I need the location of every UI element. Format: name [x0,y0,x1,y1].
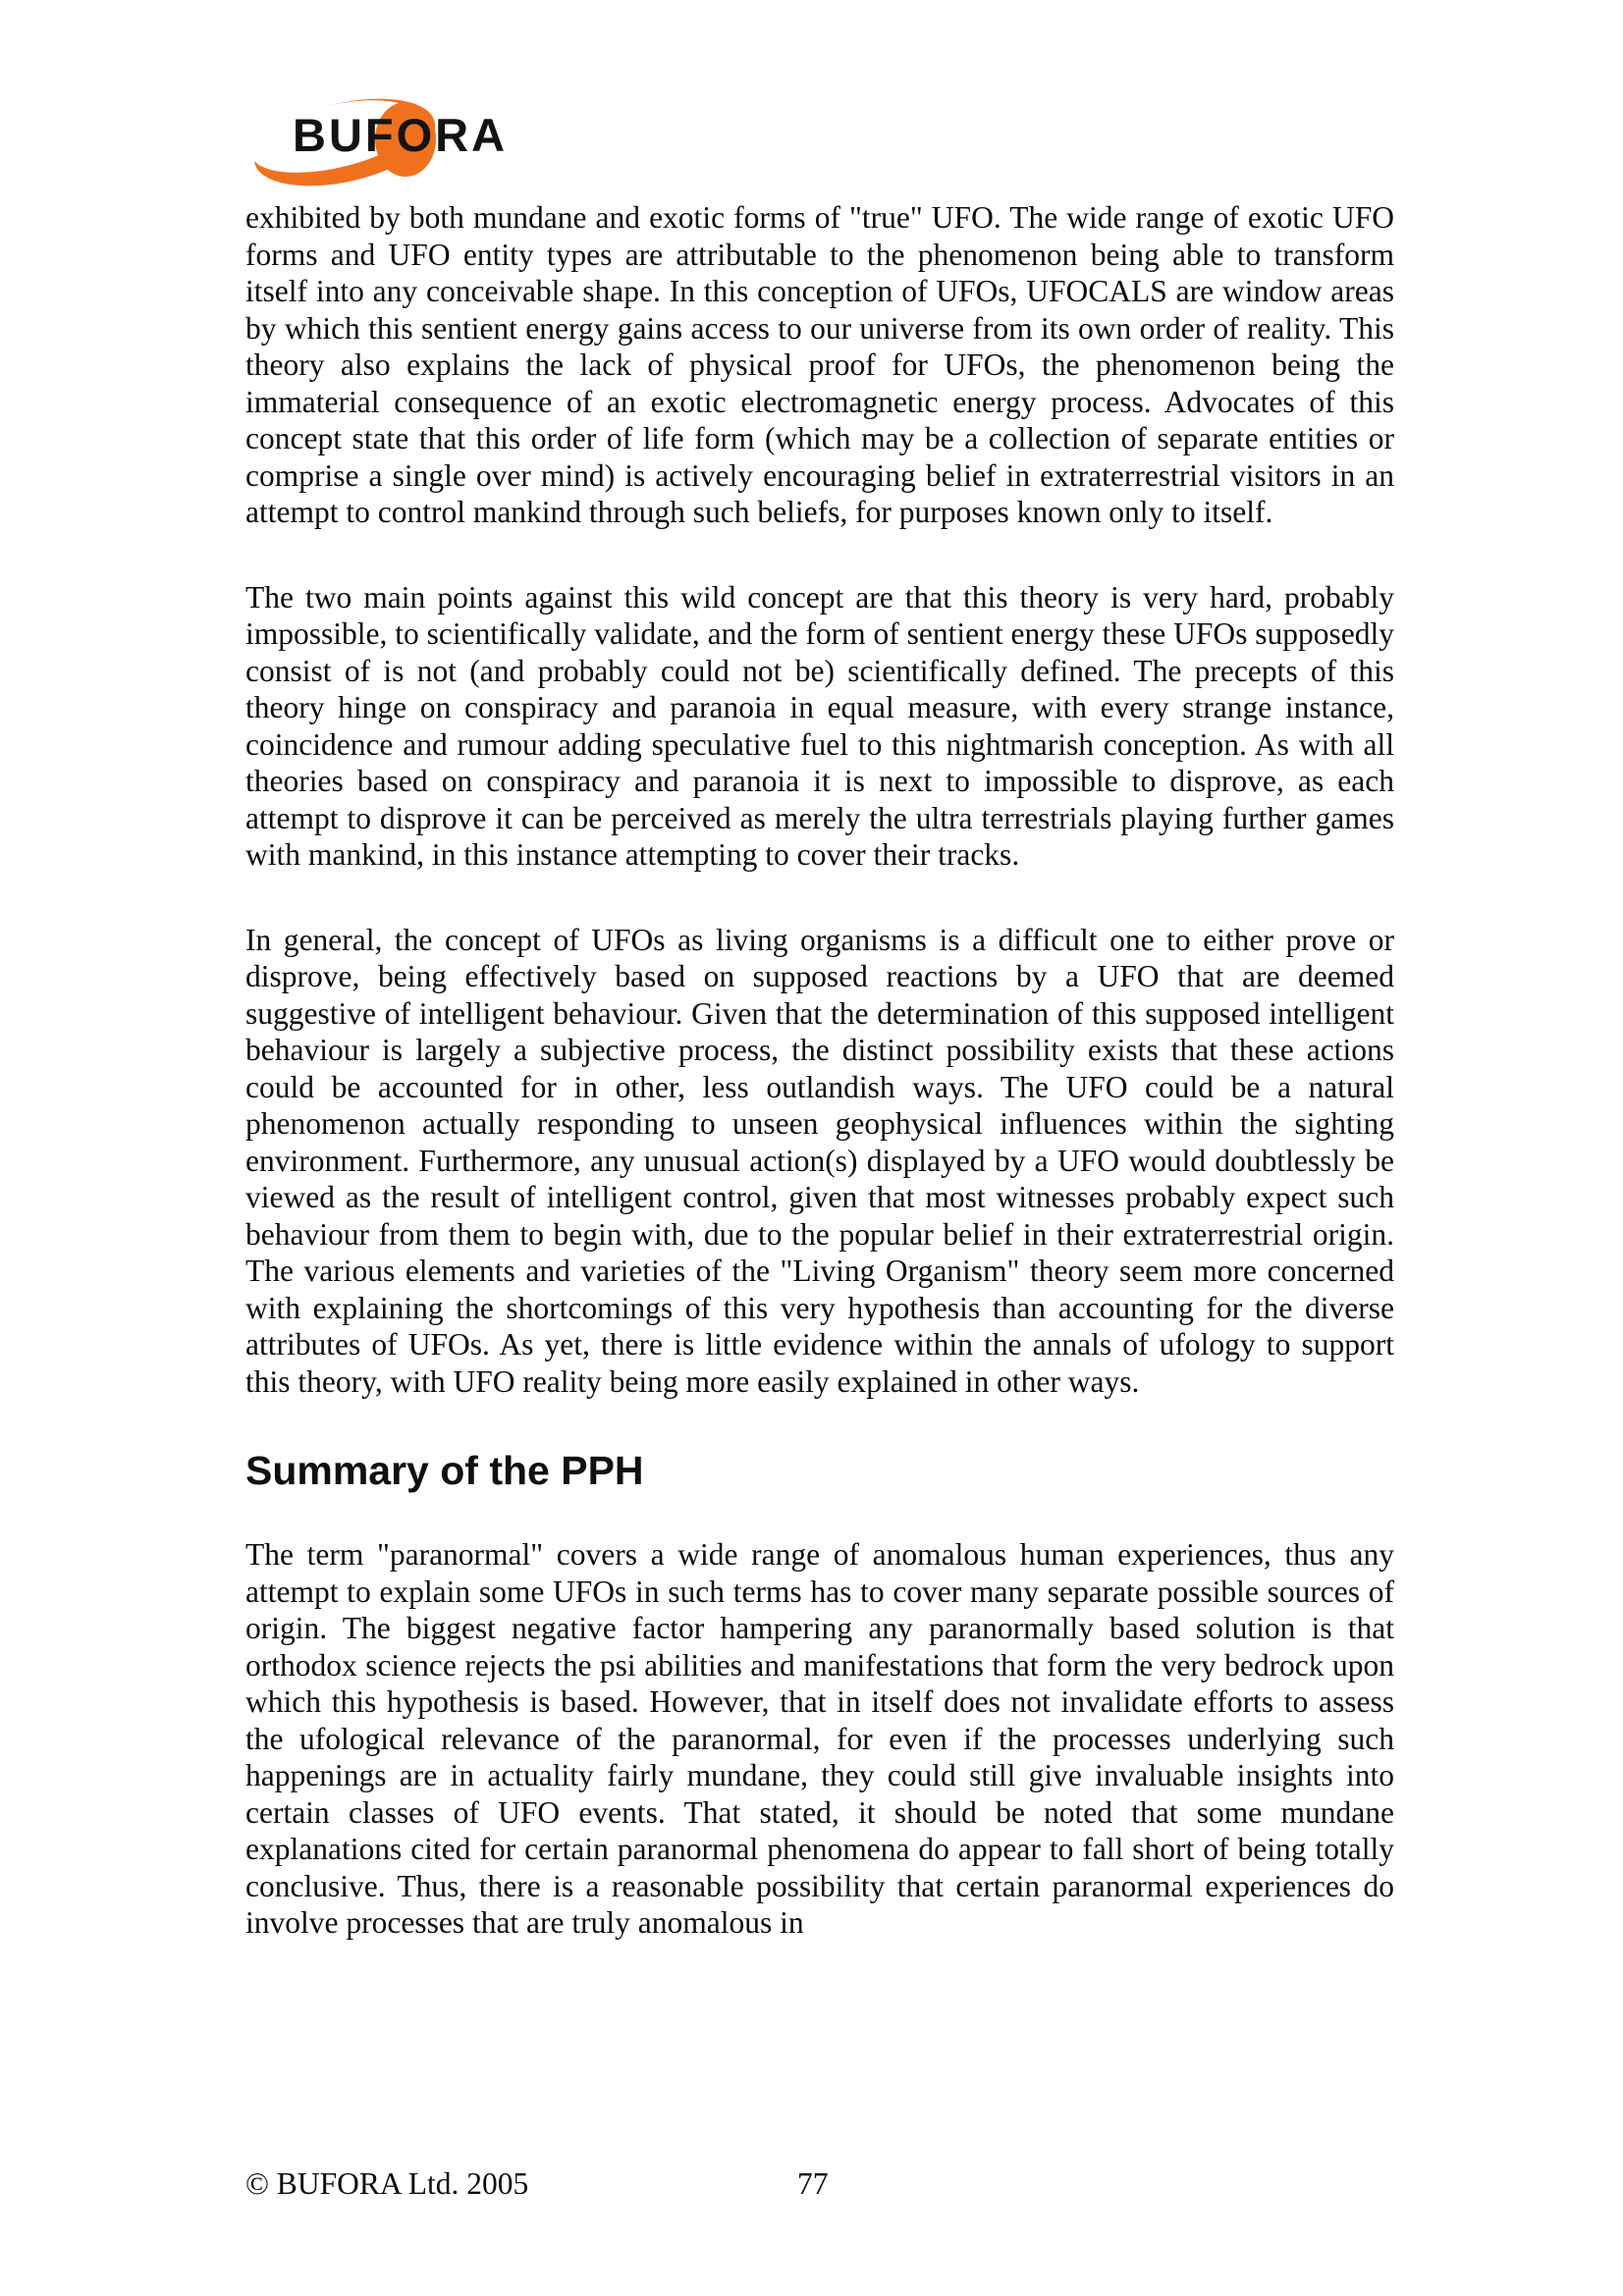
page-footer [0,2165,1623,2205]
section-heading: Summary of the PPH [245,1448,644,1493]
body-paragraph: The two main points against this wild concept are that this theory is very hard, probably impossible, to scientifically validate, and the form of sentient energy these UFOs supposedly consist of is not (and probably could not be) scientifically defined. The precepts of this theory hinge on conspiracy and paranoia in equal measure, with every strange instance, coincidence and rumour adding speculative fuel to this nightmarish conception. As with all theories based on conspiracy and paranoia it is next to impossible to disprove, as each attempt to disprove it can be perceived as merely the ultra terrestrials playing further games with mankind, in this instance attempting to cover their tracks. [245,579,1394,872]
body-paragraph: In general, the concept of UFOs as living organisms is a difficult one to either prove or disprove, being effectively based on supposed reactions by a UFO that are deemed suggestive of intelligent behaviour. Given that the determination of this supposed intelligent behaviour is largely a subjective process, the distinct possibility exists that these actions could be accounted for in other, less outlandish ways. The UFO could be a natural phenomenon actually responding to unseen geophysical influences within the sighting environment. Furthermore, any unusual action(s) displayed by a UFO would doubtlessly be viewed as the result of intelligent control, given that most witnesses probably expect such behaviour from them to begin with, due to the popular belief in their extraterrestrial origin. The various elements and varieties of the "Living Organism" theory seem more concerned with explaining the shortcomings of this very hypothesis than accounting for the diverse attributes of UFOs. As yet, there is little evidence within the annals of ufology to support this theory, with UFO reality being more easily explained in other ways. [245,922,1394,1399]
page-body [245,199,1394,1990]
body-paragraph: exhibited by both mundane and exotic forms of "true" UFO. The wide range of exotic UFO forms and UFO entity types are attributable to the phenomenon being able to transform itself into any conceivable shape. In this conception of UFOs, UFOCALS are window areas by which this sentient energy gains access to our universe from its own order of reality. This theory also explains the lack of physical proof for UFOs, the phenomenon being the immaterial consequence of an exotic electromagnetic energy process. Advocates of this concept state that this order of life form (which may be a collection of separate entities or comprise a single over mind) is actively encouraging belief in extraterrestrial visitors in an attempt to control mankind through such beliefs, for purposes known only to itself. [245,200,1394,529]
page-number: 77 [797,2166,829,2201]
body-paragraph: The term "paranormal" covers a wide range of anomalous human experiences, thus any attempt to explain some UFOs in such terms has to cover many separate possible sources of origin. The biggest negative factor hampering any paranormally based solution is that orthodox science rejects the psi abilities and manifestations that form the very bedrock upon which this hypothesis is based. However, that in itself does not invalidate efforts to assess the ufological relevance of the paranormal, for even if the processes underlying such happenings are in actuality fairly mundane, they could still give invaluable insights into certain classes of UFO events. That stated, it should be noted that some mundane explanations cited for certain paranormal phenomena do appear to fall short of being totally conclusive. Thus, there is a reasonable possibility that certain paranormal experiences do involve processes that are truly anomalous in [245,1537,1394,1940]
bufora-logo [250,93,515,191]
logo-wordmark: BUFORA [293,109,509,161]
copyright-notice: © BUFORA Ltd. 2005 [245,2166,529,2201]
